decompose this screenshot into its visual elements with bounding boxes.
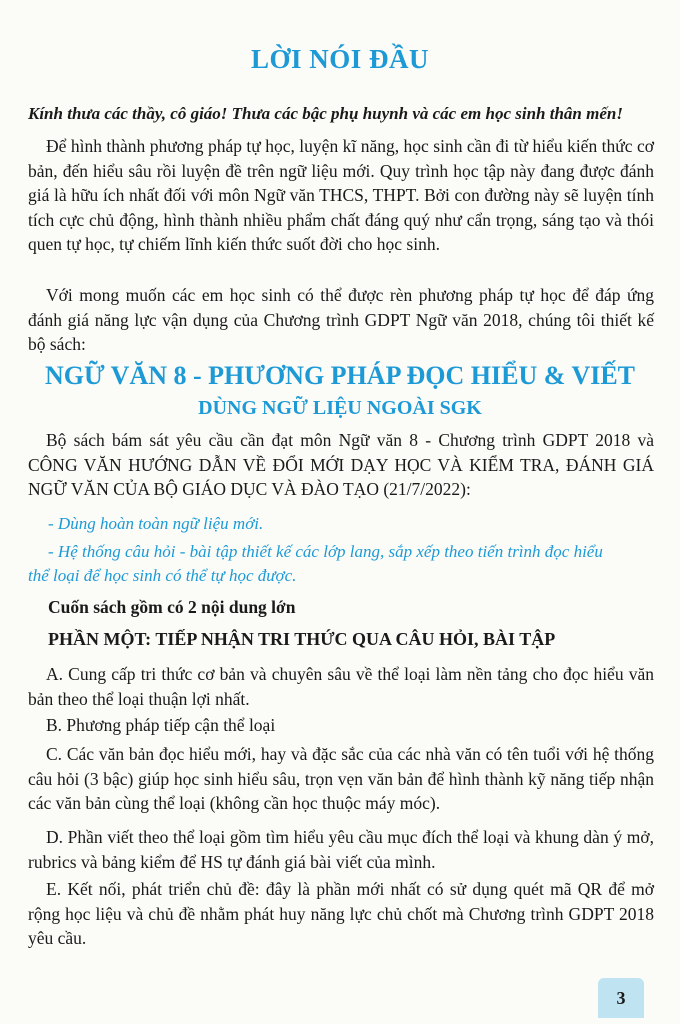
section-a-paragraph: A. Cung cấp tri thức cơ bản và chuyên sâu về thể loại làm nền tảng cho đọc hiểu văn bản theo thể loại thuận lợi nhất. <box>28 664 654 709</box>
bullet-line: thể loại để học sinh có thể tự học được. <box>28 566 297 585</box>
book-subtitle: DÙNG NGỮ LIỆU NGOÀI SGK <box>198 397 482 419</box>
requirements-paragraph: Bộ sách bám sát yêu cầu cần đạt môn Ngữ văn 8 - Chương trình GDPT 2018 và CÔNG VĂN HƯỚNG DẪN VỀ ĐỔI MỚI DẠY HỌC VÀ KIỂM TRA, ĐÁNH GIÁ NGỮ VĂN CỦA BỘ GIÁO DỤC VÀ ĐÀO TẠO (21/7/2022): <box>28 430 654 499</box>
intro-paragraph: Để hình thành phương pháp tự học, luyện kĩ năng, học sinh cần đi từ hiểu kiến thức cơ bản, đến hiểu sâu rồi luyện đề trên ngữ liệu mới. Quy trình học tập này đang được đánh giá là hữu ích nhất đối với môn Ngữ văn THCS, THPT. Bởi con đường này sẽ luyện tính tích cực chủ động, hình thành nhiều phẩm chất đáng quý như cẩn trọng, sáng tạo và thói quen tự học, tự chiếm lĩnh kiến thức suốt đời cho học sinh. <box>28 136 654 254</box>
part-one-heading: PHẦN MỘT: TIẾP NHẬN TRI THỨC QUA CÂU HỎI, BÀI TẬP <box>48 629 556 649</box>
content-intro-heading: Cuốn sách gồm có 2 nội dung lớn <box>48 597 296 617</box>
book-title: NGỮ VĂN 8 - PHƯƠNG PHÁP ĐỌC HIỂU & VIẾT <box>44 361 636 390</box>
bullet-line: - Hệ thống câu hỏi - bài tập thiết kế các lớp lang, sắp xếp theo tiến trình đọc hiểu <box>48 542 603 561</box>
section-e-paragraph: E. Kết nối, phát triển chủ đề: đây là phần mới nhất có sử dụng quét mã QR để mở rộng học liệu và chủ đề nhằm phát huy năng lực chủ chốt mà Chương trình GDPT 2018 yêu cầu. <box>28 879 654 948</box>
greeting-line: Kính thưa các thầy, cô giáo! Thưa các bậc phụ huynh và các em học sinh thân mến! <box>28 104 623 123</box>
bullet-new-materials: - Dùng hoàn toàn ngữ liệu mới. <box>48 514 264 533</box>
purpose-paragraph: Với mong muốn các em học sinh có thể được rèn phương pháp tự học để đáp ứng đánh giá năng lực vận dụng của Chương trình GDPT Ngữ văn 2018, chúng tôi thiết kế bộ sách: <box>28 285 654 354</box>
page-title: LỜI NÓI ĐẦU <box>250 44 430 74</box>
section-d-paragraph: D. Phần viết theo thể loại gồm tìm hiểu yêu cầu mục đích thể loại và khung dàn ý mở, rubrics và bảng kiểm để HS tự đánh giá bài viết của mình. <box>28 827 654 872</box>
section-c-paragraph: C. Các văn bản đọc hiểu mới, hay và đặc sắc của các nhà văn có tên tuổi với hệ thống câu hỏi (3 bậc) giúp học sinh hiểu sâu, trọn vẹn văn bản để hình thành kỹ năng tiếp nhận các văn bản cùng thể loại (không cần học thuộc máy móc). <box>28 744 654 813</box>
page-number-badge: 3 <box>598 978 644 1018</box>
bullet-question-system <box>28 540 654 588</box>
section-b-paragraph: B. Phương pháp tiếp cận thể loại <box>46 715 276 735</box>
